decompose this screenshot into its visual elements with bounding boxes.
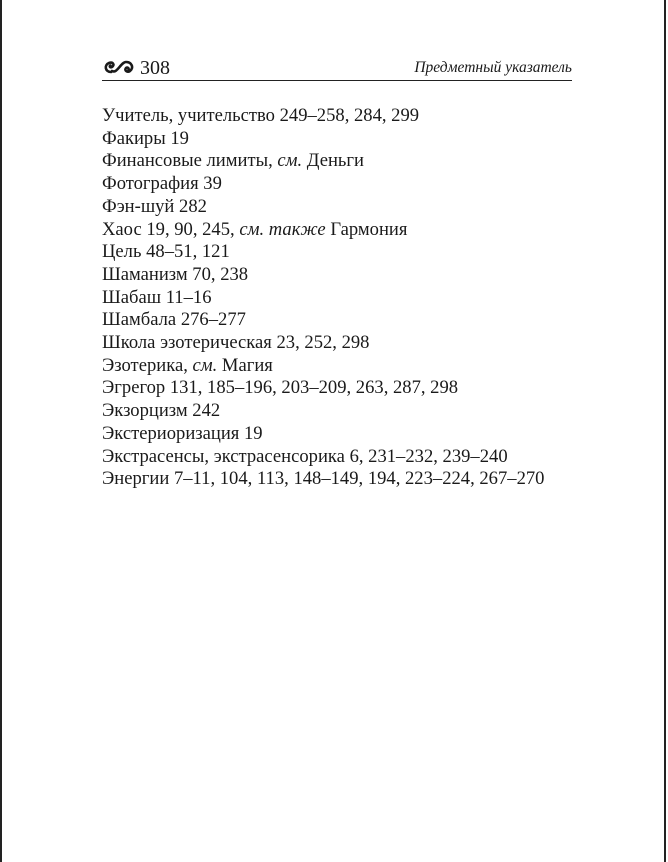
entry-pages: 249–258, 284, 299 [274,105,420,126]
curl-ornament-icon [102,58,136,76]
index-entry [102,241,572,264]
index-entry [102,309,572,332]
entry-term: Энергии [102,468,170,490]
entry-term: Учитель, учительство [102,105,275,126]
index-entry [102,332,572,355]
page-number: 308 [140,57,170,79]
entry-term: Цель [102,241,142,263]
entry-pages: 70, 238 [187,263,249,285]
see-reference-target: Деньги [302,150,364,172]
index-entry [102,105,572,128]
index-entry [102,423,572,446]
index-entry [102,173,572,196]
see-reference-label: см. [272,150,303,172]
entry-term: Шаманизм [102,263,188,285]
entry-term: Хаос [102,218,142,240]
see-reference-target: Магия [217,354,273,376]
see-also-reference-target: Гармония [325,218,408,240]
entry-pages: 6, 231–232, 239–240 [344,445,508,467]
see-also-reference-label: см. также [234,218,326,240]
entry-term: Фотография [102,173,199,195]
entry-pages: 19, 90, 245, [141,218,235,240]
index-entry [102,196,572,219]
entry-pages: 48–51, 121 [141,241,230,263]
entry-pages: 19 [165,127,189,149]
entry-term: Экстрасенсы, экстрасенсорика [102,445,345,467]
entry-pages: 39 [198,173,222,195]
entry-pages: 242 [187,400,221,422]
entry-term: Эзотерика, [102,354,188,376]
entry-term: Эгрегор [102,377,166,399]
entry-term: Экзорцизм [102,400,188,422]
entry-term: Шамбала [102,309,177,331]
index-entry [102,468,572,491]
entry-pages: 276–277 [176,309,246,331]
entry-term: Фэн-шуй [102,195,175,217]
index-entry [102,400,572,423]
page-header [102,56,572,81]
index-entry [102,355,572,378]
see-reference-label: см. [187,354,218,376]
entry-pages: 282 [174,195,207,217]
entry-pages: 23, 252, 298 [271,332,370,354]
running-title: Предметный указатель [414,59,572,76]
entry-pages: 11–16 [161,286,212,308]
entry-term: Шабаш [102,286,162,308]
entry-pages: 19 [239,422,263,444]
index-entry [102,377,572,400]
entry-term: Школа эзотерическая [102,332,272,354]
entry-term: Факиры [102,127,166,149]
entry-term: Экстериоризация [102,422,240,444]
index-entry [102,287,572,310]
index-entry [102,264,572,287]
index-entry [102,128,572,151]
index-entry [102,150,572,173]
entry-pages: 7–11, 104, 113, 148–149, 194, 223–224, 267–270 [169,468,545,490]
entry-pages: 131, 185–196, 203–209, 263, 287, 298 [165,377,459,399]
index-entries [102,105,572,491]
entry-term: Финансовые лимиты, [102,150,273,172]
index-entry [102,446,572,469]
index-entry [102,219,572,242]
